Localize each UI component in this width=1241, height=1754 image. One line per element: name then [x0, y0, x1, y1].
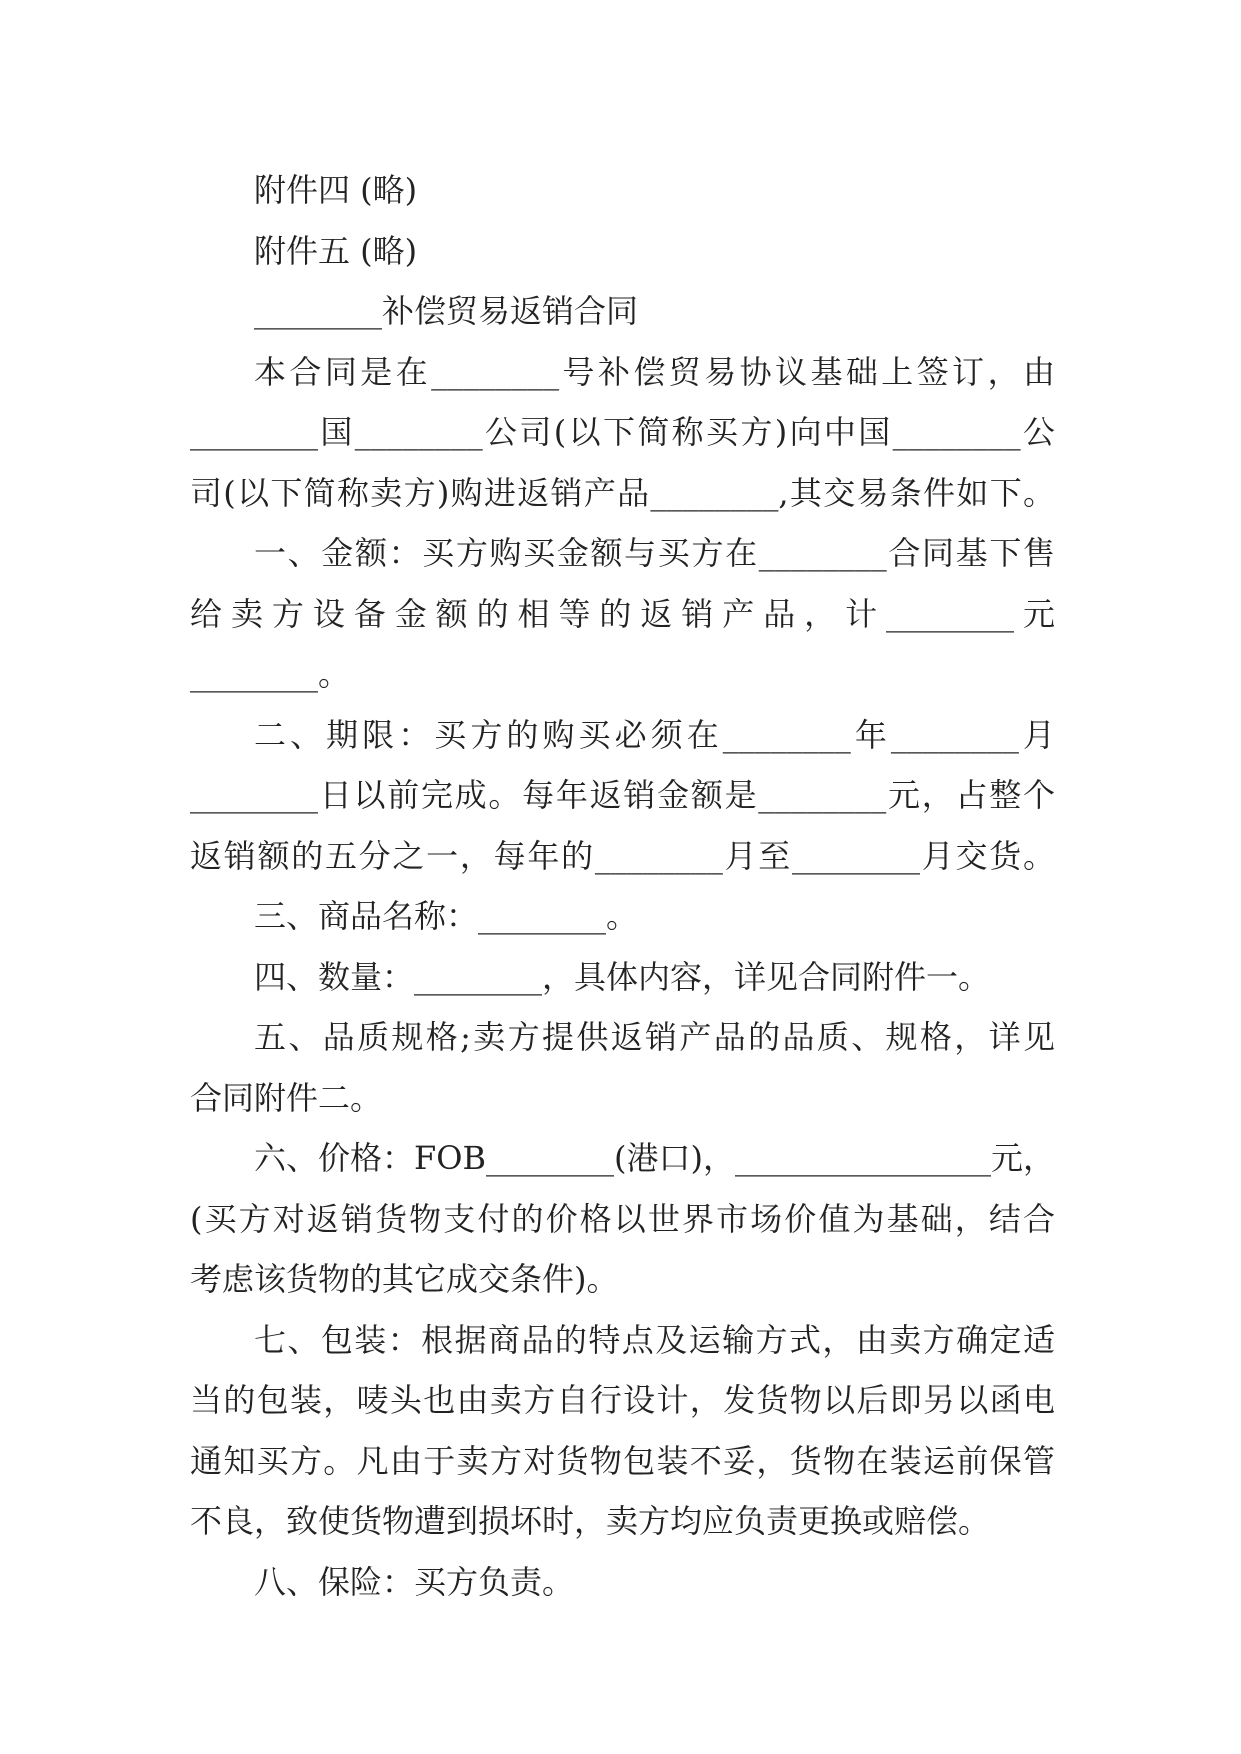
text-line: 本合同是在________号补偿贸易协议基础上签订，由 — [254, 352, 1055, 391]
document-page — [190, 160, 1055, 1612]
text-line: 返销额的五分之一，每年的________月至________月交货。 — [190, 836, 1055, 875]
text-line: 司(以下简称卖方)购进返销产品________,其交易条件如下。 — [190, 473, 1055, 512]
text-line: 当的包装，唛头也由卖方自行设计，发货物以后即另以函电 — [190, 1381, 1055, 1419]
text-line: ________。 — [190, 655, 351, 693]
text-line: 一、金额：买方购买金额与买方在________合同基下售 — [254, 534, 1055, 572]
text-line: (买方对返销货物支付的价格以世界市场价值为基础，结合 — [190, 1199, 1055, 1238]
text-line: 附件四 (略) — [254, 171, 418, 209]
text-line: 合同附件二。 — [190, 1078, 383, 1117]
text-line: 附件五 (略) — [254, 231, 418, 270]
text-line: 三、商品名称：________。 — [254, 897, 639, 935]
text-line: 五、品质规格;卖方提供返销产品的品质、规格，详见 — [254, 1018, 1055, 1056]
text-line: 七、包装：根据商品的特点及运输方式，由卖方确定适 — [254, 1320, 1055, 1359]
text-line: 六、价格：FOB________(港口)，________________元， — [254, 1139, 1055, 1177]
contract-title: ________补偿贸易返销合同 — [254, 292, 639, 330]
text-line: 不良，致使货物遭到损坏时，卖方均应负责更换或赔偿。 — [190, 1502, 991, 1540]
text-line: 八、保险：买方负责。 — [254, 1562, 575, 1601]
text-line: 考虑该货物的其它成交条件)。 — [190, 1260, 619, 1298]
text-line: ________日以前完成。每年返销金额是________元，占整个 — [190, 776, 1055, 814]
text-line: 二、期限：买方的购买必须在________年________月 — [254, 715, 1055, 754]
text-line: 四、数量：________，具体内容，详见合同附件一。 — [254, 957, 991, 996]
text-line: ________国________公司(以下简称买方)向中国________公 — [190, 413, 1055, 451]
text-line: 给卖方设备金额的相等的返销产品，计________元 — [190, 594, 1055, 633]
text-line: 通知买方。凡由于卖方对货物包装不妥，货物在装运前保管 — [190, 1441, 1055, 1480]
